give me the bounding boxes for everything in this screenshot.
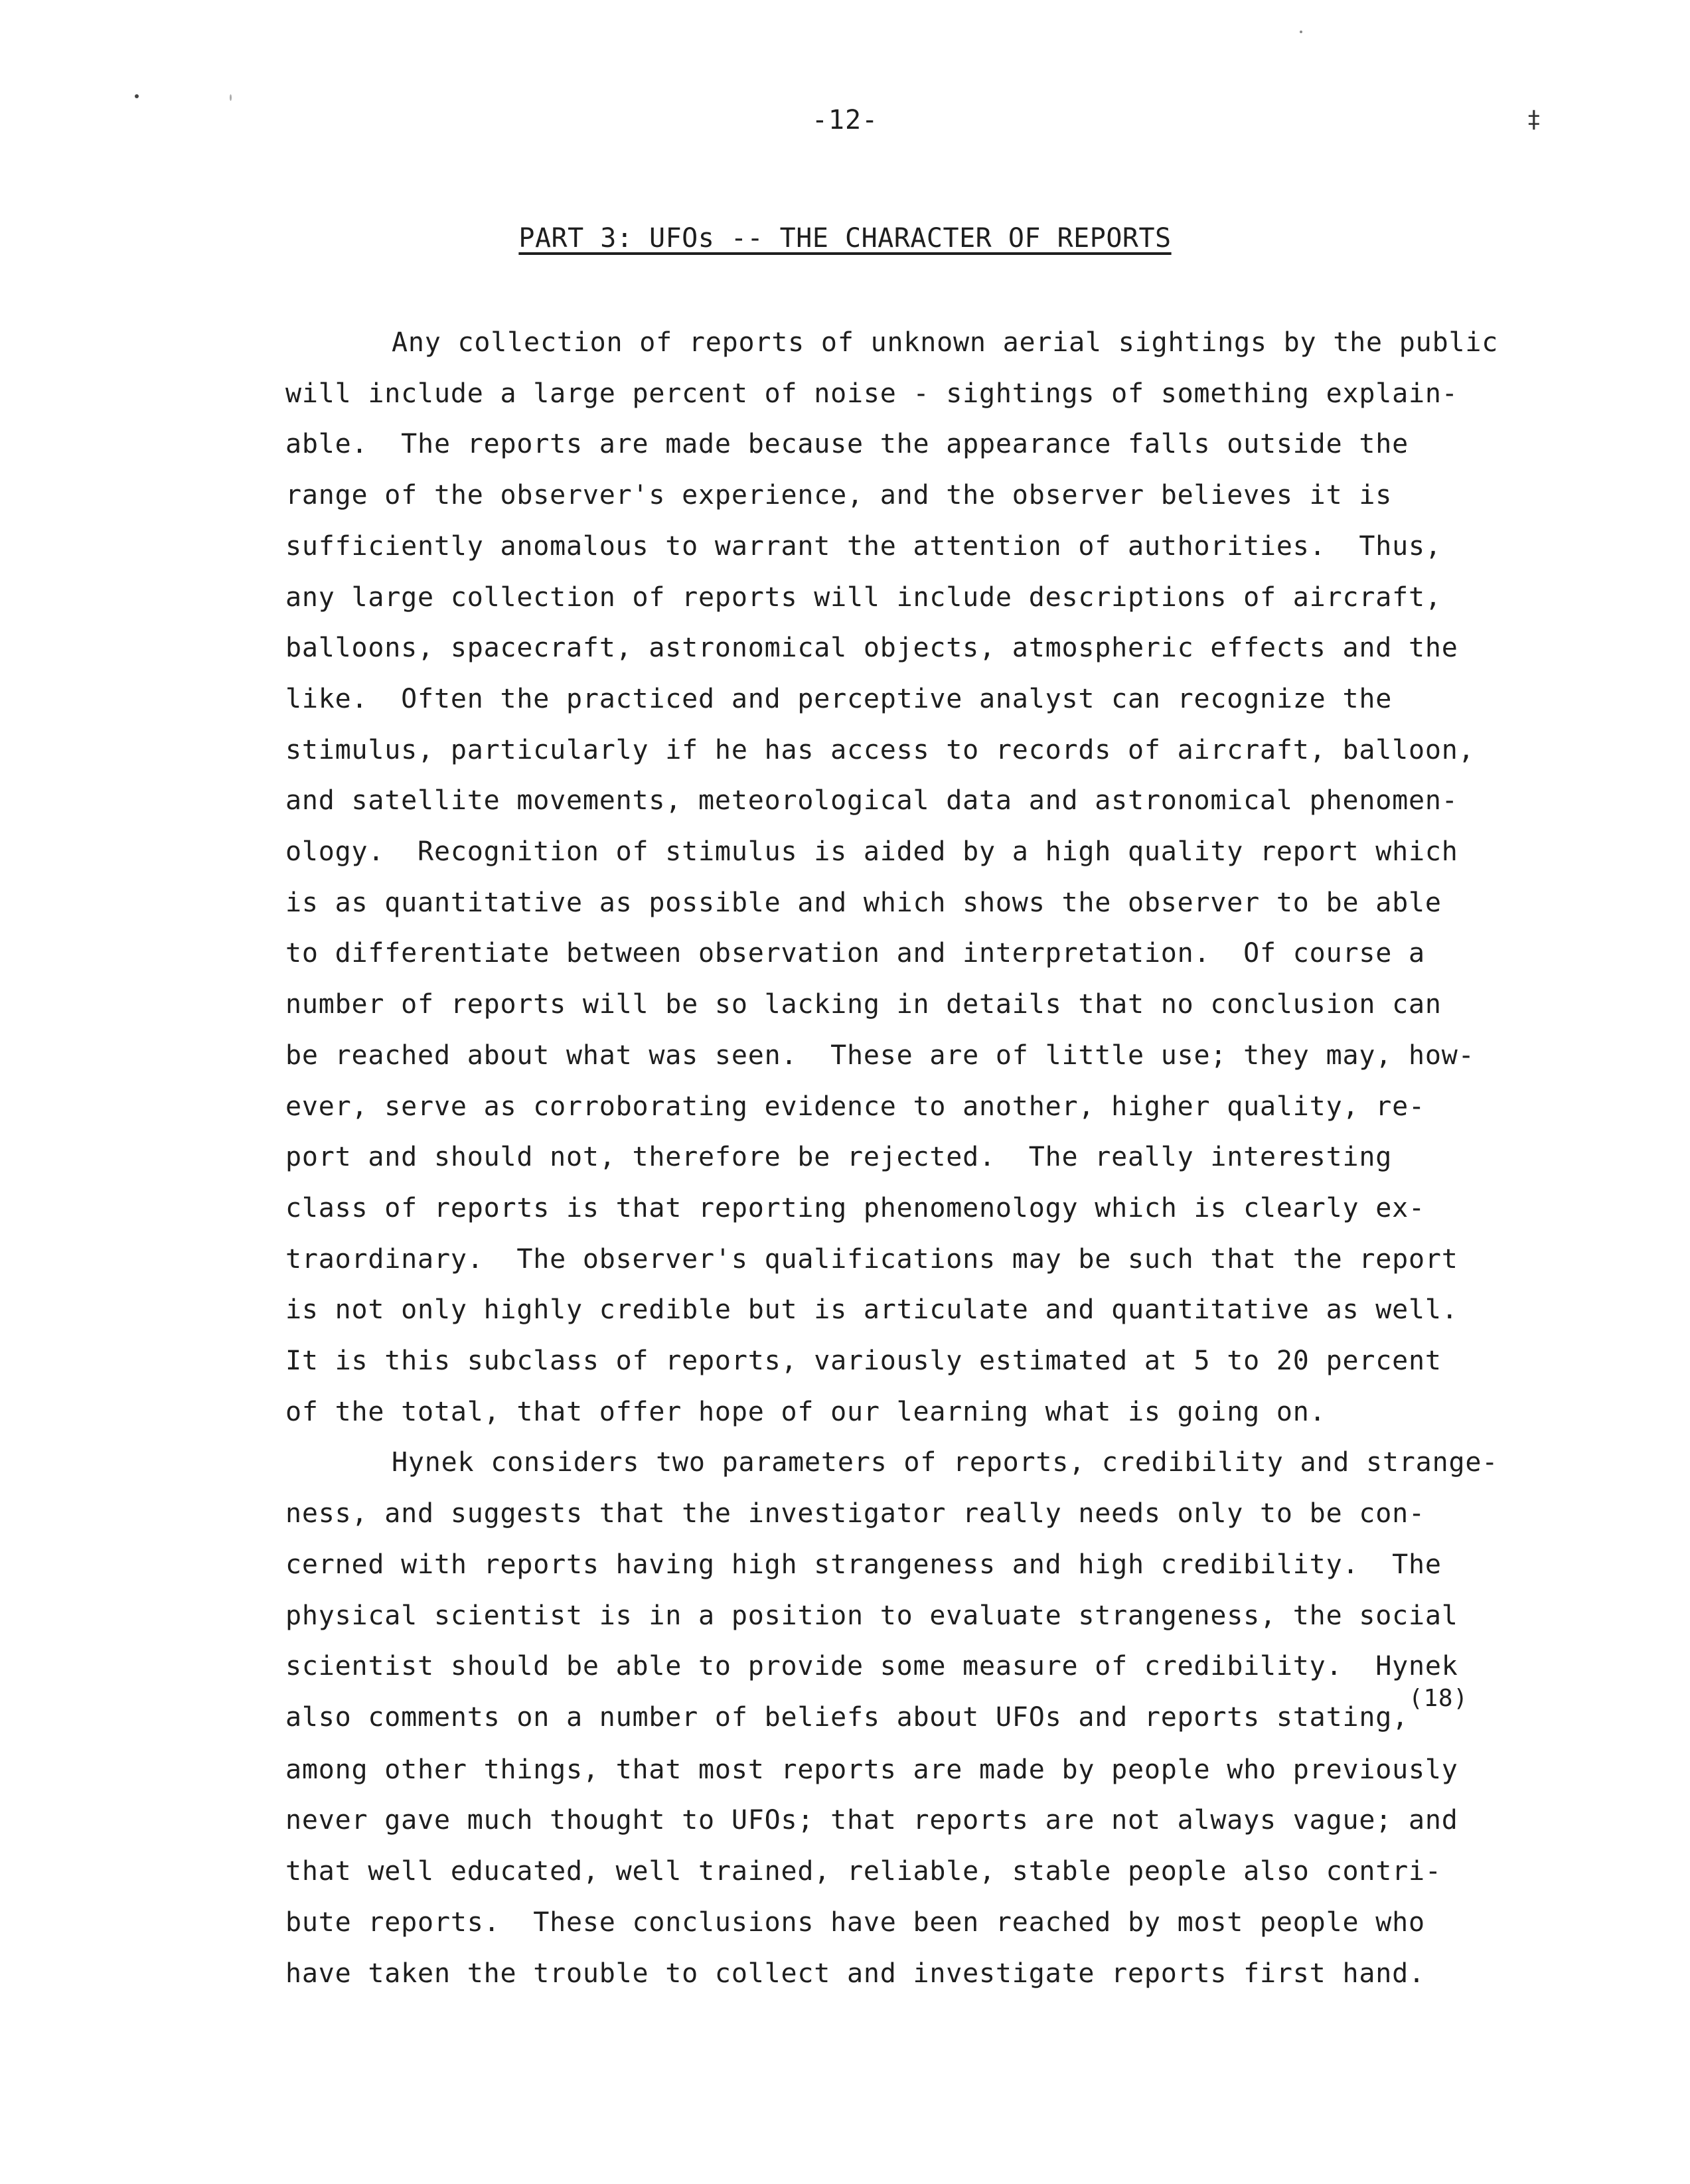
scan-speck (135, 94, 139, 98)
scan-speck (230, 94, 232, 101)
text-line: among other things, that most reports are made by people who previously (285, 1754, 1458, 1785)
text-line: traordinary. The observer's qualifications may be such that the report (285, 1243, 1458, 1275)
text-line: stimulus, particularly if he has access to records of aircraft, balloon, (285, 734, 1475, 765)
text-line: able. The reports are made because the appearance falls outside the (285, 429, 1409, 460)
text-line: will include a large percent of noise - sightings of something explain- (285, 378, 1458, 409)
text-line: is not only highly credible but is articulate and quantitative as well. (285, 1294, 1458, 1326)
text-line: cerned with reports having high strangeness and high credibility. The (285, 1549, 1442, 1580)
text-line: Hynek considers two parameters of reports, credibility and strange- (392, 1447, 1499, 1478)
text-line: be reached about what was seen. These are of little use; they may, how- (285, 1040, 1475, 1071)
margin-mark: ‡ (1527, 106, 1541, 133)
text-line: any large collection of reports will include descriptions of aircraft, (285, 582, 1442, 613)
text-line: ology. Recognition of stimulus is aided by a high quality report which (285, 836, 1458, 868)
text-line: sufficiently anomalous to warrant the attention of authorities. Thus, (285, 530, 1442, 562)
text-line-with-footnote (285, 1684, 1547, 1745)
text-line: like. Often the practiced and perceptive analyst can recognize the (285, 683, 1393, 714)
text-line: Any collection of reports of unknown aerial sightings by the public (392, 327, 1499, 358)
text-line: number of reports will be so lacking in details that no conclusion can (285, 989, 1442, 1020)
text-line: of the total, that offer hope of our learning what is going on. (285, 1396, 1326, 1427)
paragraph-1 (285, 317, 1547, 1437)
text-line: also comments on a number of beliefs about UFOs and reports stating, (285, 1701, 1409, 1733)
text-line: never gave much thought to UFOs; that reports are not always vague; and (285, 1805, 1458, 1836)
body-text (285, 317, 1547, 1999)
text-line: have taken the trouble to collect and investigate reports first hand. (285, 1958, 1425, 1989)
text-line: bute reports. These conclusions have been reached by most people who (285, 1907, 1425, 1938)
text-line: balloons, spacecraft, astronomical objects, atmospheric effects and the (285, 633, 1458, 664)
text-line: scientist should be able to provide some measure of credibility. Hynek (285, 1651, 1458, 1682)
scan-speck (1300, 31, 1302, 33)
paragraph-2 (285, 1437, 1547, 1999)
text-line: It is this subclass of reports, variously estimated at 5 to 20 percent (285, 1346, 1442, 1377)
text-line: and satellite movements, meteorological data and astronomical phenomen- (285, 785, 1458, 817)
section-heading: PART 3: UFOs -- THE CHARACTER OF REPORTS (518, 223, 1172, 254)
text-line: ever, serve as corroborating evidence to another, higher quality, re- (285, 1091, 1425, 1122)
text-line: class of reports is that reporting phenomenology which is clearly ex- (285, 1192, 1425, 1223)
footnote-reference: (18) (1408, 1684, 1468, 1712)
text-line: range of the observer's experience, and the observer believes it is (285, 480, 1393, 511)
text-line: is as quantitative as possible and which shows the observer to be able (285, 887, 1442, 918)
text-line: that well educated, well trained, reliable, stable people also contri- (285, 1856, 1442, 1887)
text-line: to differentiate between observation and interpretation. Of course a (285, 938, 1425, 969)
text-line: ness, and suggests that the investigator really needs only to be con- (285, 1498, 1425, 1529)
page-number: -12- (811, 105, 879, 135)
text-line: port and should not, therefore be rejected. The really interesting (285, 1142, 1393, 1173)
text-line: physical scientist is in a position to evaluate strangeness, the social (285, 1600, 1458, 1631)
